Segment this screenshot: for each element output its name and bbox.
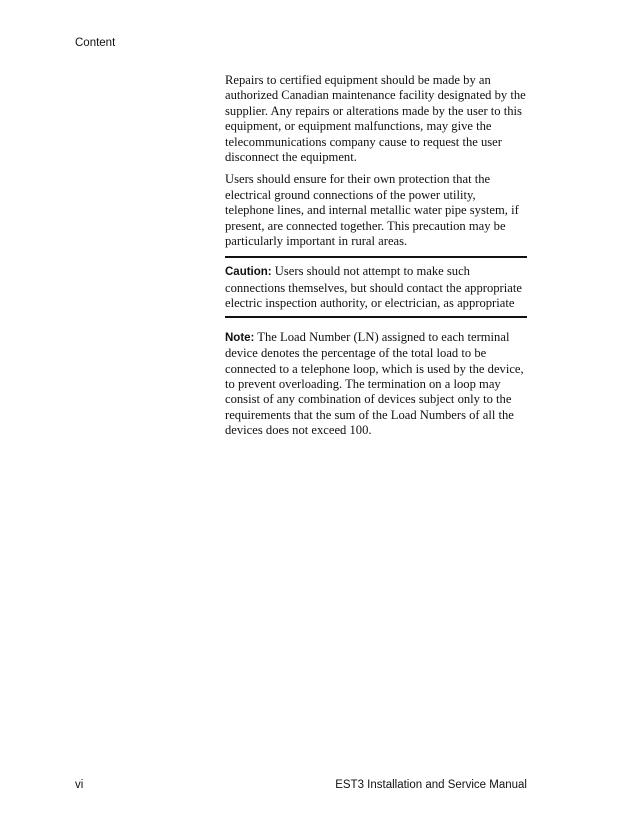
note-label: Note: (225, 331, 255, 344)
caution-label: Caution: (225, 266, 272, 279)
page-number: vi (75, 779, 84, 791)
caution-box (225, 256, 527, 317)
paragraph-grounding: Users should ensure for their own protection that the electrical ground connections of the power utility, telephone lines, and internal metallic water pipe system, if present, are connected together. This precaution may be particularly important in rural areas. (225, 172, 519, 249)
manual-title: EST3 Installation and Service Manual (335, 779, 527, 791)
caution-bottom-rule (225, 316, 527, 318)
main-content (225, 73, 527, 439)
caution-text-block (225, 264, 527, 311)
note-box (225, 330, 527, 439)
caution-text: Users should not attempt to make such connections themselves, but should contact the appropriate electric inspection authority, or electrician, as appropriate (225, 264, 522, 311)
running-header: Content (75, 37, 116, 49)
paragraph-repairs: Repairs to certified equipment should be made by an authorized Canadian maintenance facility designated by the supplier. Any repairs or alterations made by the user to this equipment, or equipment malfunctions, may give the telecommunications company cause to request the user disconnect the equipment. (225, 73, 526, 165)
caution-top-rule (225, 256, 527, 258)
note-text: The Load Number (LN) assigned to each terminal device denotes the percentage of the total load to be connected to a telephone loop, which is used by the device, to prevent overloading. The termination on a loop may consist of any combination of devices subject only to the requirements that the sum of the Load Numbers of all the devices does not exceed 100. (225, 329, 524, 438)
